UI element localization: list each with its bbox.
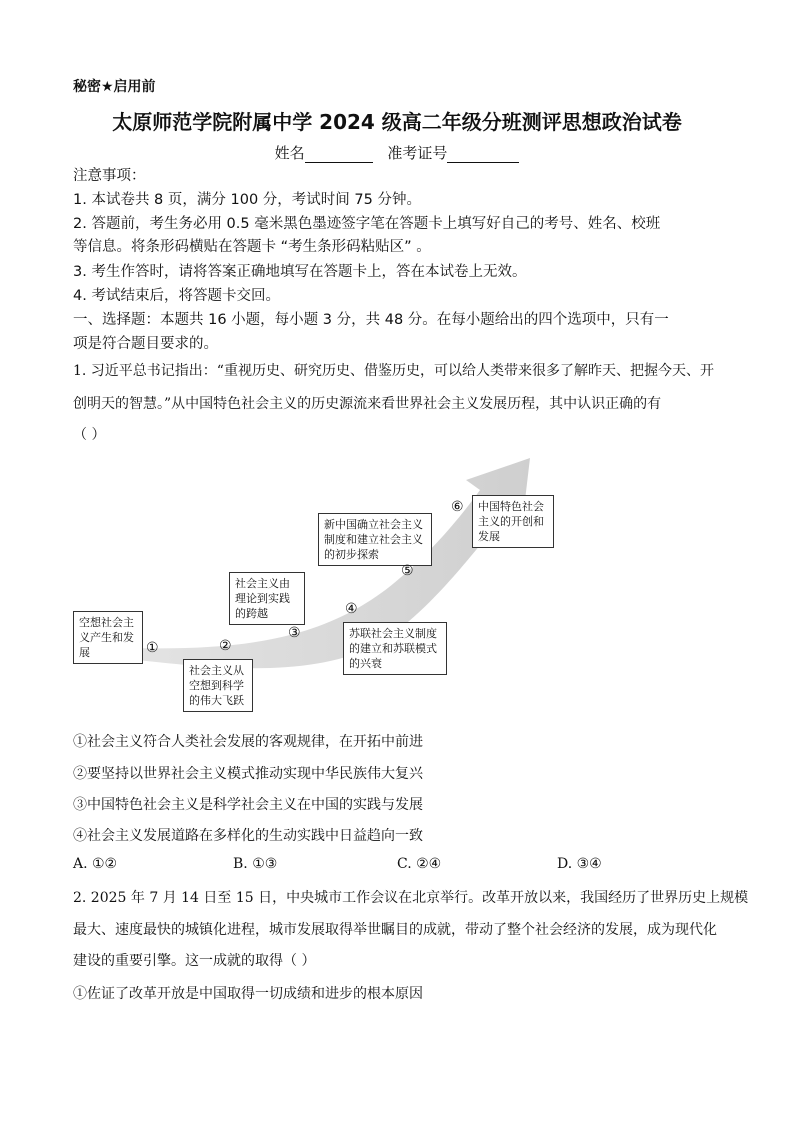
diagram-box: 中国特色社会主义的开创和发展 [472,495,554,548]
step-number: ⑥ [451,499,464,515]
diagram-box: 新中国确立社会主义制度和建立社会主义的初步探索 [318,513,432,566]
question-1-text: 1. 习近平总书记指出：“重视历史、研究历史、借鉴历史，可以给人类带来很多了解昨天、把握今天、开 [73,363,714,379]
diagram-box: 社会主义从空想到科学的伟大飞跃 [183,659,253,712]
note-item: 1. 本试卷共 8 页，满分 100 分，考试时间 75 分钟。 [73,192,421,208]
confidential-label: 秘密★启用前 [73,79,156,95]
step-number: ④ [345,601,358,617]
curved-arrow-graphic [70,448,730,720]
id-label: 准考证号 [387,144,448,162]
section-instruction: 一、选择题：本题共 16 小题，每小题 3 分，共 48 分。在每小题给出的四个选项中，只有一 [73,312,669,328]
choice-d[interactable]: D. ③④ [557,856,602,872]
step-number: ③ [288,625,301,641]
question-1-answer-blank: （ ） [73,427,106,443]
step-number: ① [146,640,159,656]
diagram-box: 苏联社会主义制度的建立和苏联模式的兴衰 [343,622,447,675]
question-2-text: 2. 2025 年 7 月 14 日至 15 日，中央城市工作会议在北京举行。改革开放以来，我国经历了世界历史上规模 [73,890,749,906]
socialism-history-diagram [70,448,730,720]
question-2-text: 建设的重要引擎。这一成就的取得（ ） [73,953,316,969]
step-number: ② [219,638,232,654]
diagram-box: 社会主义由理论到实践的跨越 [229,572,305,625]
statement: ②要坚持以世界社会主义模式推动实现中华民族伟大复兴 [73,766,423,782]
id-blank[interactable] [447,147,519,163]
statement: ④社会主义发展道路在多样化的生动实践中日益趋向一致 [73,828,423,844]
section-instruction: 项是符合题目要求的。 [73,336,218,352]
statement: ①社会主义符合人类社会发展的客观规律，在开拓中前进 [73,734,423,750]
step-number: ⑤ [401,563,414,579]
question-2-text: 最大、速度最快的城镇化进程，城市发展取得举世瞩目的成就，带动了整个社会经济的发展，成为现代化 [73,922,717,938]
diagram-box: 空想社会主义产生和发展 [73,611,143,664]
name-blank[interactable] [305,147,373,163]
choice-b[interactable]: B. ①③ [233,856,278,872]
choice-c[interactable]: C. ②④ [397,856,442,872]
note-item: 3. 考生作答时，请将答案正确地填写在答题卡上，答在本试卷上无效。 [73,264,527,280]
notes-heading: 注意事项： [73,168,146,184]
statement: ①佐证了改革开放是中国取得一切成绩和进步的根本原因 [73,986,423,1002]
note-item: 2. 答题前，考生务必用 0.5 毫米黑色墨迹签字笔在答题卡上填写好自己的考号、姓名、校班 [73,216,661,232]
question-1-text: 创明天的智慧。”从中国特色社会主义的历史源流来看世界社会主义发展历程，其中认识正确的有 [73,396,662,412]
candidate-info-row [0,142,794,163]
choice-a[interactable]: A. ①② [73,856,118,872]
note-item: 等信息。将条形码横贴在答题卡 “考生条形码粘贴区” 。 [73,239,431,255]
exam-title: 太原师范学院附属中学 2024 级高二年级分班测评思想政治试卷 [112,110,682,134]
name-label: 姓名 [274,144,305,162]
statement: ③中国特色社会主义是科学社会主义在中国的实践与发展 [73,797,423,813]
note-item: 4. 考试结束后，将答题卡交回。 [73,288,280,304]
